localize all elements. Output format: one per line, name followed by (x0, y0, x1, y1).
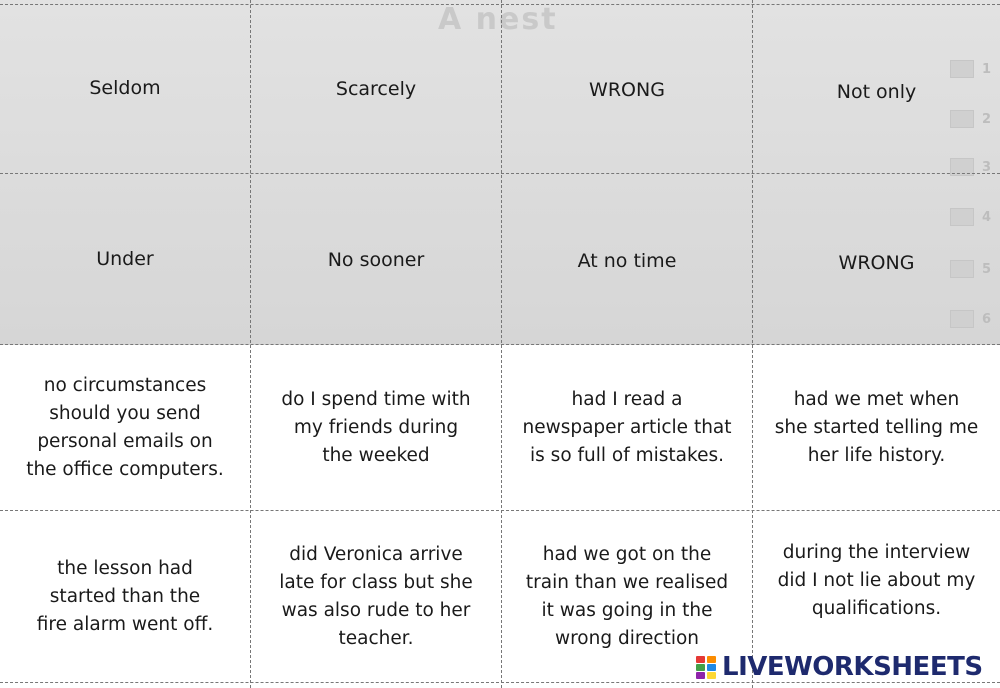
card-the-lesson-had[interactable]: the lesson had started than the fire alarm went off. (36, 557, 214, 635)
faded-checkbox (950, 310, 974, 328)
card-no-circumstances[interactable]: no circumstances should you send personal emails on the office computers. (26, 374, 224, 480)
faded-title: A nest (438, 2, 558, 37)
card-had-we-met[interactable]: had we met when she started telling me her life history. (774, 388, 979, 466)
liveworksheets-logo (696, 650, 996, 684)
faded-number: 1 (982, 62, 992, 77)
card-under[interactable]: Under (96, 248, 154, 270)
card-no-sooner[interactable]: No sooner (327, 249, 425, 271)
cut-line-horizontal (0, 173, 1000, 174)
card-not-only[interactable]: Not only (836, 81, 917, 103)
card-did-veronica-arrive[interactable]: did Veronica arrive late for class but she was also rude to her teacher. (279, 543, 473, 649)
faded-number: 6 (982, 312, 992, 327)
faded-number: 2 (982, 112, 992, 127)
liveworksheets-logo-icon (696, 654, 718, 680)
card-at-no-time[interactable]: At no time (577, 250, 677, 272)
faded-number: 3 (982, 160, 992, 175)
liveworksheets-logo-text: LIVEWORKSHEETS (722, 652, 983, 682)
card-wrong-1[interactable]: WRONG (589, 79, 665, 101)
cut-line-horizontal (0, 4, 1000, 5)
faded-number: 5 (982, 262, 992, 277)
card-seldom[interactable]: Seldom (89, 77, 161, 99)
card-had-i-read[interactable]: had I read a newspaper article that is so full of mistakes. (522, 388, 732, 466)
card-wrong-2[interactable]: WRONG (838, 252, 915, 274)
card-do-i-spend-time[interactable]: do I spend time with my friends during the weeked (281, 388, 471, 466)
faded-number: 4 (982, 210, 992, 225)
card-during-the-interview[interactable]: during the interview did I not lie about my qualifications. (777, 542, 976, 619)
card-scarcely[interactable]: Scarcely (335, 78, 417, 100)
card-had-we-got-on[interactable]: had we got on the train than we realised it was going in the wrong direction (525, 543, 729, 649)
